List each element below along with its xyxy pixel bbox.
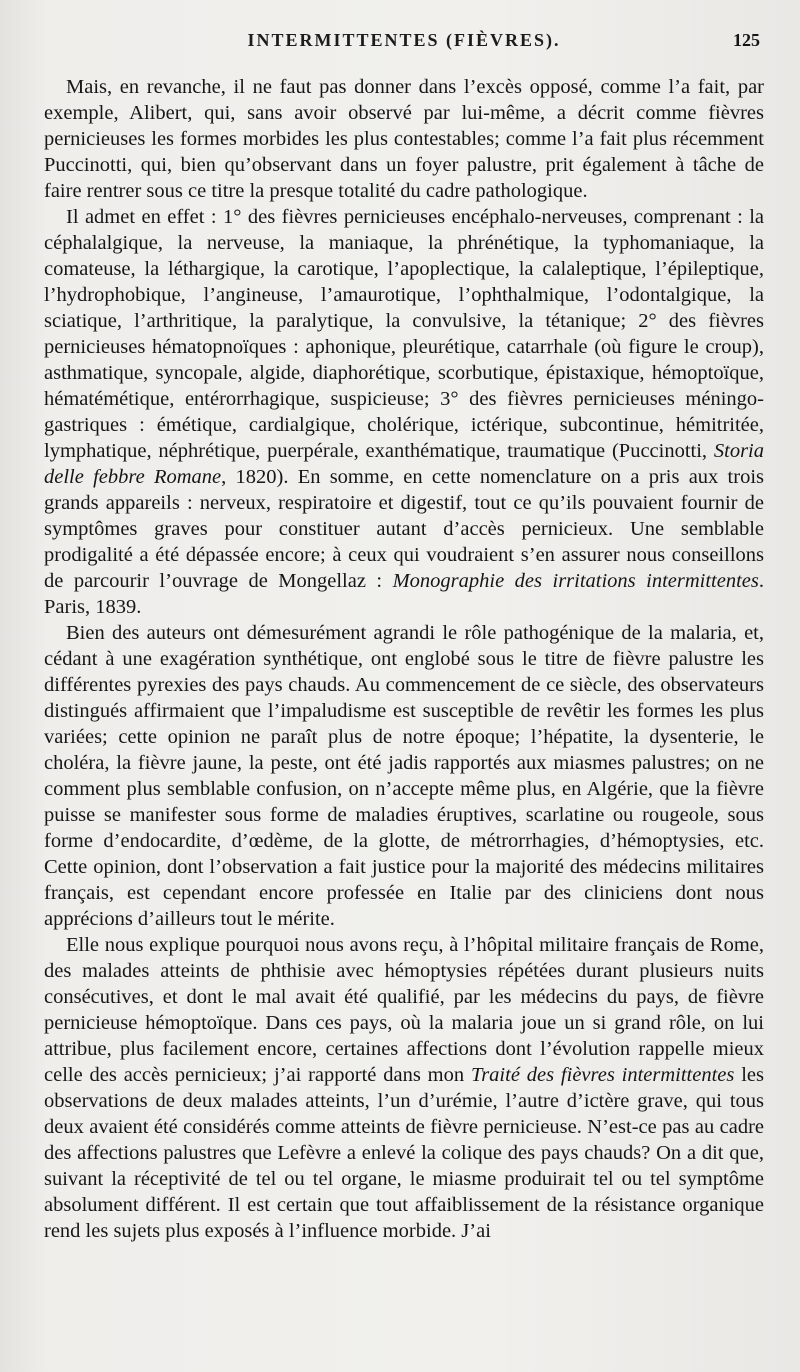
text-run: , 1820). En somme, en cette nomenclature on a pris aux trois grands appareils : nerveux, respiratoire et digestif, tout ce qu’ils pouvaient fournir de symptômes graves pour constituer autant d’accès pernicieux. Une semblable prodigalité a été dépassée encore; à ceux qui voudraient s’en assurer nous conseillons de parcourir l’ouvrage de Mongellaz :: [44, 466, 765, 592]
text-run: Elle nous explique pourquoi nous avons reçu, à l’hôpital militaire français de Rome, des malades atteints de phthisie avec hémoptysies répétées durant plusieurs nuits consécutives, et dont le mal avait été qualifié, par les médecins du pays, de fièvre pernicieuse hémoptoïque. Dans ces pays, où la malaria joue un si grand rôle, on lui attribue, plus facilement encore, certaines affections dont l’évolution rappelle mieux celle des accès pernicieux; j’ai rapporté dans mon: [44, 934, 764, 1086]
italic-title: Monographie des irritations intermittentes: [392, 570, 759, 592]
paragraph-1: [44, 74, 764, 204]
text-run: . Paris, 1839.: [44, 570, 764, 618]
running-title: INTERMITTENTES (FIÈVRES).: [247, 30, 561, 50]
text-run: Mais, en revanche, il ne faut pas donner dans l’excès opposé, comme l’a fait, par exemple, Alibert, qui, sans avoir observé par lui-même, a décrit comme fièvres pernicieuses les formes morbides les plus contestables; comme l’a fait plus récemment Puccinotti, qui, bien qu’observant dans un foyer palustre, prit également à tâche de faire rentrer sous ce titre la presque totalité du cadre pathologique.: [44, 76, 764, 202]
text-run: Bien des auteurs ont démesurément agrandi le rôle pathogénique de la malaria, et, cédant à une exagération synthétique, ont englobé sous le titre de fièvre palustre les différentes pyrexies des pays chauds. Au commencement de ce siècle, des observateurs distingués affirmaient que l’impaludisme est susceptible de revêtir les formes les plus variées; cette opinion ne paraît plus de notre époque; l’hépatite, la dysenterie, le choléra, la fièvre jaune, la peste, ont été jadis rapportés aux miasmes palustres; on ne comment plus semblable confusion, on n’accepte même plus, en Algérie, que la fièvre puisse se manifester sous forme de maladies éruptives, scarlatine ou rougeole, sous forme d’endocardite, d’œdème, de la glotte, de métrorrhagies, d’hémoptysies, etc. Cette opinion, dont l’observation a fait justice pour la majorité des médecins militaires français, est cependant encore professée en Italie par des cliniciens dont nous apprécions d’ailleurs tout le mérite.: [44, 622, 764, 930]
italic-title: Traité des fièvres intermittentes: [470, 1064, 735, 1086]
body-text: [44, 74, 764, 1244]
italic-title: Storia delle febbre Romane: [44, 440, 764, 488]
text-run: Il admet en effet : 1° des fièvres pernicieuses encéphalo-nerveuses, comprenant : la céphalalgique, la nerveuse, la maniaque, la phrénétique, la typhomaniaque, la comateuse, la léthargique, la carotique, l’apoplectique, la calaleptique, l’épileptique, l’hydrophobique, l’angineuse, l’amaurotique, l’ophthalmique, l’odontalgique, la sciatique, l’arthritique, la paralytique, la convulsive, la tétanique; 2° des fièvres pernicieuses hématopnoïques : aphonique, pleurétique, catarrhale (où figure le croup), asthmatique, syncopale, algide, diaphorétique, scorbutique, épistaxique, hémoptoïque, hématémétique, entérorrhagique, suspicieuse; 3° des fièvres pernicieuses méningo-gastriques : émétique, cardialgique, cholérique, ictérique, subcontinue, hémitritée, lymphatique, néphrétique, puerpérale, exanthématique, traumatique (Puccinotti,: [44, 206, 764, 462]
paragraph-4: [44, 932, 764, 1244]
paragraph-3: [44, 620, 764, 932]
page-number: 125: [733, 30, 760, 50]
text-run: les observations de deux malades atteints, l’un d’urémie, l’autre d’ictère grave, qui tous deux avaient été considérés comme atteints de fièvre pernicieuse. N’est-ce pas au cadre des affections palustres que Lefèvre a enlevé la colique des pays chauds? On a dit que, suivant la réceptivité de tel ou tel organe, le miasme produirait tel ou tel symptôme absolument différent. Il est certain que tout affaiblissement de la résistance organique rend les sujets plus exposés à l’influence morbide. J’ai: [44, 1064, 765, 1242]
running-header: [44, 30, 764, 64]
paragraph-2: [44, 204, 764, 620]
